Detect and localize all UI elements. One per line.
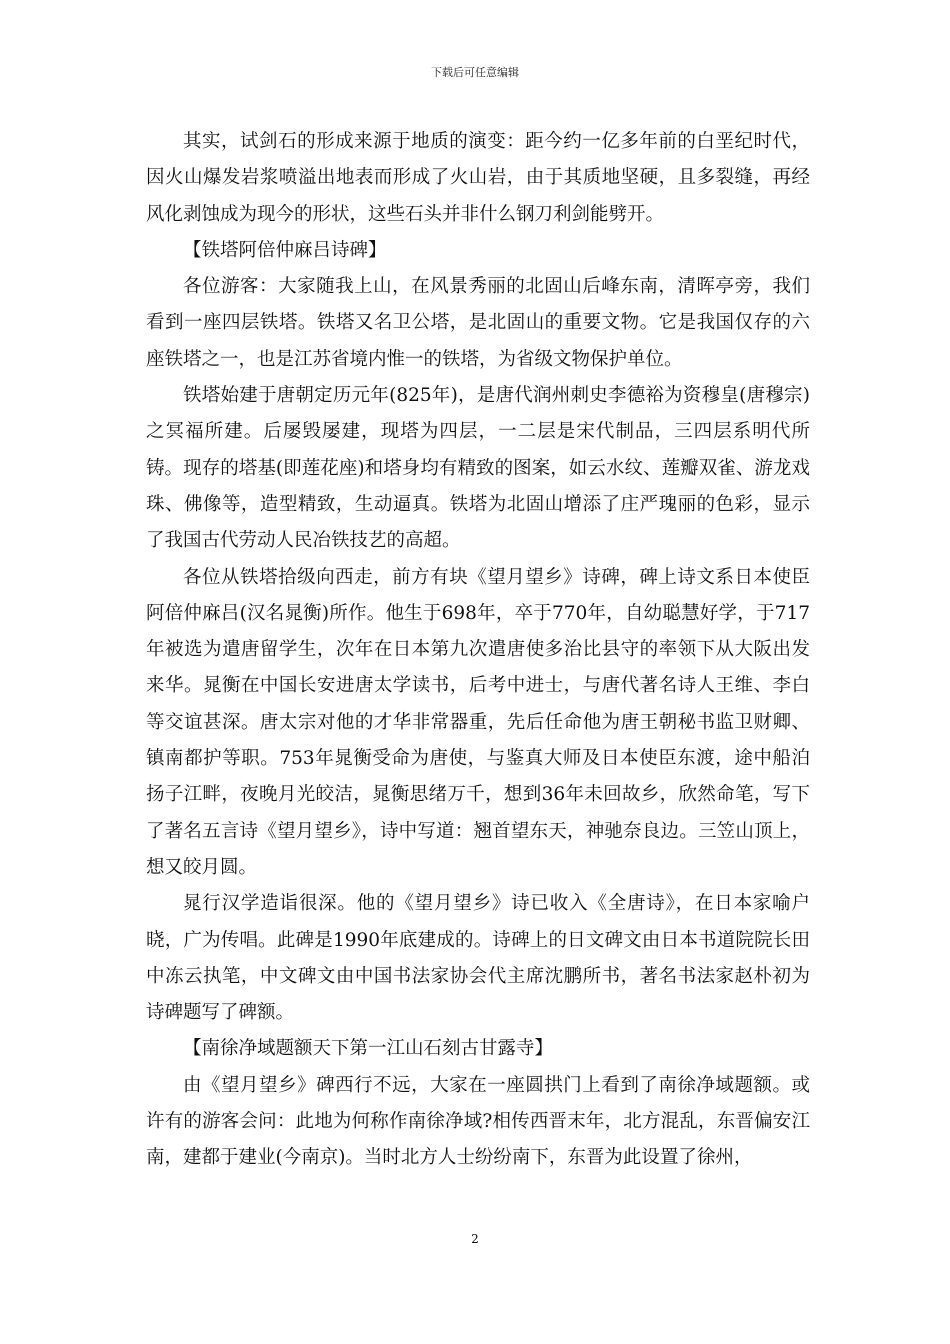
page-number: 2 [471,1232,479,1246]
paragraph-poem-stele: 各位从铁塔拾级向西走，前方有块《望月望乡》诗碑，碑上诗文系日本使臣阿倍仲麻吕(汉名晁衡)所作。他生于698年，卒于770年，自幼聪慧好学，于717年被选为遣唐留学生，次年在日本第九次遣唐使多治比县守的率领下从大阪出发来华。晁衡在中国长安进唐太学读书，后考中进士，与唐代著名诗人王维、李白等交谊甚深。唐太宗对他的才华非常器重，先后任命他为唐王朝秘书监卫财卿、镇南都护等职。753年晁衡受命为唐使，与鉴真大师及日本使臣东渡，途中船泊扬子江畔，夜晚月光皎洁，晁衡思绪万千，想到36年未回故乡，欣然命笔，写下了著名五言诗《望月望乡》，诗中写道：翘首望东天，神驰奈良边。三笠山顶上，想又皎月圆。 [146,566,810,878]
page-header: 下载后可任意编辑 [431,66,519,79]
document-body [146,124,810,1177]
paragraph-sword-stone: 其实，试剑石的形成来源于地质的演变：距今约一亿多年前的白垩纪时代，因火山爆发岩浆喷溢出地表而形成了火山岩，由于其质地坚硬，且多裂缝，再经风化剥蚀成为现今的形状，这些石头并非什么钢刀利剑能劈开。 [146,131,810,225]
paragraph-iron-pagoda-history: 铁塔始建于唐朝定历元年(825年)，是唐代润州刺史李德裕为资穆皇(唐穆宗)之冥福所建。后屡毁屡建，现塔为四层，一二层是宋代制品，三四层系明代所铸。现存的塔基(即莲花座)和塔身均有精致的图案，如云水纹、莲瓣双雀、游龙戏珠、佛像等，造型精致，生动逼真。铁塔为北固山增添了庄严瑰丽的色彩，显示了我国古代劳动人民冶铁技艺的高超。 [146,385,810,552]
paragraph-chao-heng: 晁行汉学造诣很深。他的《望月望乡》诗已收入《全唐诗》，在日本家喻户晓，广为传唱。此碑是1990年底建成的。诗碑上的日文碑文由日本书道院院长田中冻云执笔，中文碑文由中国书法家协会代主席沈鹏所书，著名书法家赵朴初为诗碑题写了碑额。 [146,893,810,1024]
section-heading-nanxu: 【南徐净域题额天下第一江山石刻古甘露寺】 [183,1038,554,1060]
paragraph-nanxu-jingyu: 由《望月望乡》碑西行不远，大家在一座圆拱门上看到了南徐净域题额。或许有的游客会问：此地为何称作南徐净域?相传西晋末年，北方混乱，东晋偏安江南，建都于建业(今南京)。当时北方人士纷纷南下，东晋为此设置了徐州， [146,1074,810,1169]
paragraph-iron-pagoda-intro: 各位游客：大家随我上山，在风景秀丽的北固山后峰东南，清晖亭旁，我们看到一座四层铁塔。铁塔又名卫公塔，是北固山的重要文物。它是我国仅存的六座铁塔之一，也是江苏省境内惟一的铁塔，为省级文物保护单位。 [146,276,810,370]
section-heading-iron-pagoda: 【铁塔阿倍仲麻吕诗碑】 [183,239,387,261]
